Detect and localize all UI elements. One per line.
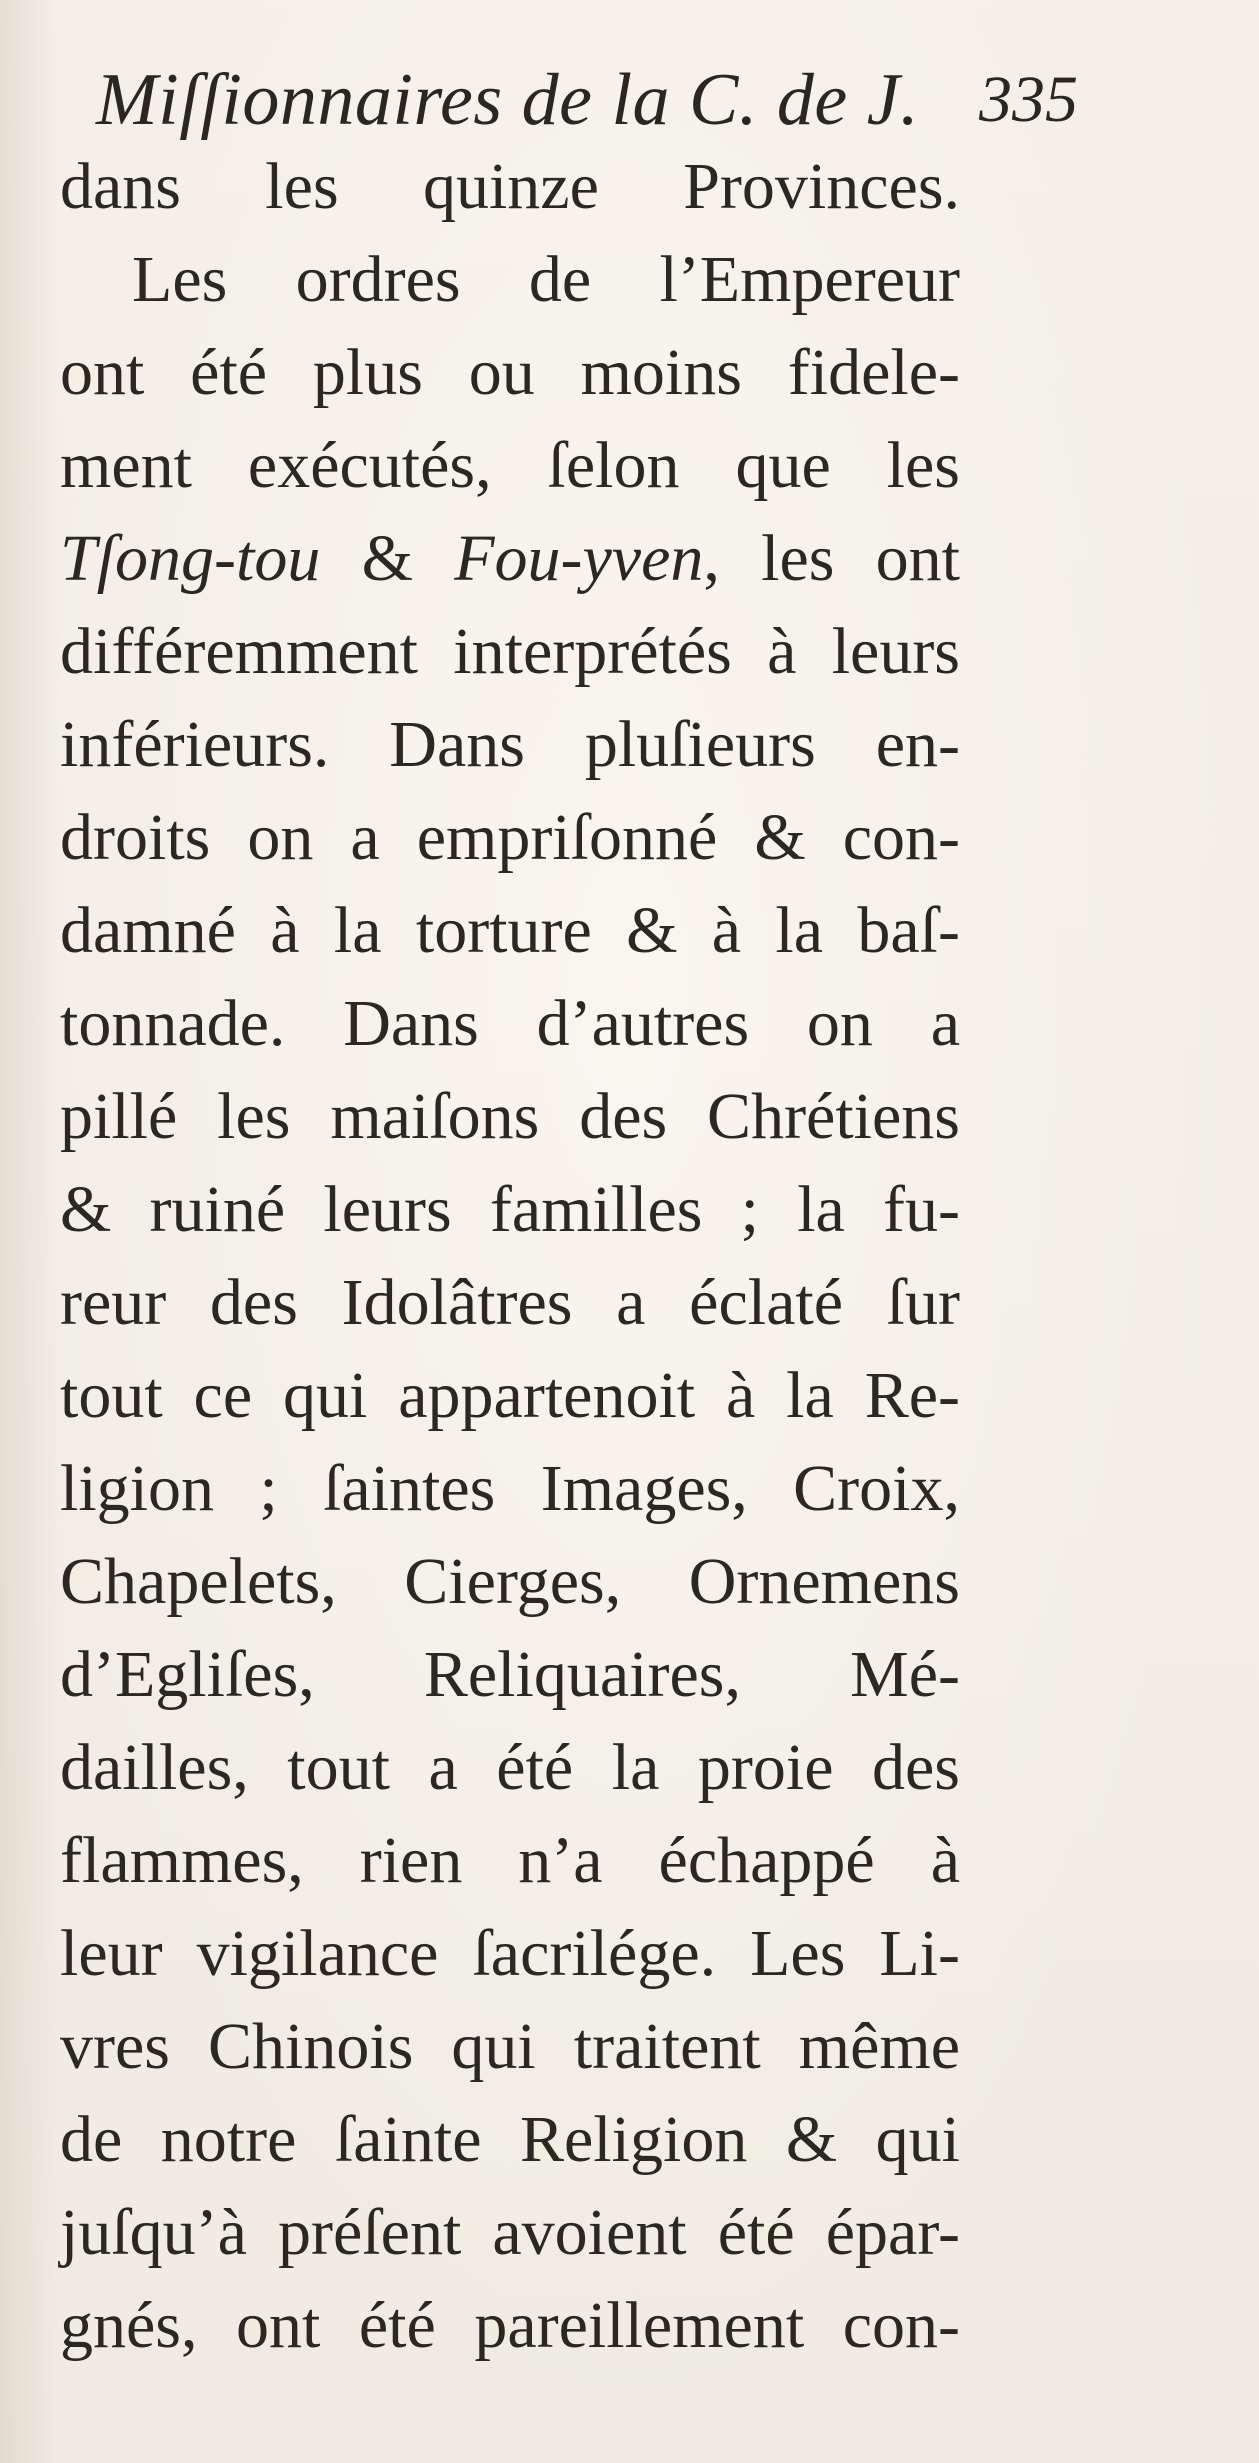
running-header xyxy=(96,58,1176,150)
text-line xyxy=(60,512,960,605)
text-line: dans les quinze Provinces. xyxy=(60,150,960,223)
line-rest: , les ont xyxy=(703,522,961,595)
text-line: Chapelets, Cierges, Ornemens xyxy=(60,1545,960,1618)
text-line: dailles, tout a été la proie des xyxy=(60,1731,960,1804)
gutter-shadow xyxy=(0,0,60,2463)
text-line: tout ce qui appartenoit à la Re- xyxy=(60,1359,960,1432)
text-line: & ruiné leurs familles ; la fu- xyxy=(60,1173,960,1246)
text-line: de notre ſainte Religion & qui xyxy=(60,2103,960,2176)
running-title: Miſſionnaires de la C. de J. xyxy=(96,59,920,141)
term-fou-yven: Fou-yven xyxy=(454,522,704,595)
text-line: juſqu’à préſent avoient été épar- xyxy=(60,2196,960,2269)
text-line: Les ordres de l’Empereur xyxy=(132,243,960,316)
text-line: ment exécutés, ſelon que les xyxy=(60,429,960,502)
text-line: damné à la torture & à la baſ- xyxy=(60,894,960,967)
term-tsong-tou: Tſong-tou xyxy=(60,522,321,595)
text-line: pillé les maiſons des Chrétiens xyxy=(60,1080,960,1153)
text-line: différemment interprétés à leurs xyxy=(60,615,960,688)
conjunction: & xyxy=(361,522,413,595)
text-line: gnés, ont été pareillement con- xyxy=(60,2289,960,2362)
text-line: vres Chinois qui traitent même xyxy=(60,2010,960,2083)
text-line: leur vigilance ſacrilége. Les Li- xyxy=(60,1917,960,1990)
text-line: inférieurs. Dans pluſieurs en- xyxy=(60,708,960,781)
text-line: ligion ; ſaintes Images, Croix, xyxy=(60,1452,960,1525)
text-line: flammes, rien n’a échappé à xyxy=(60,1824,960,1897)
page-number: 335 xyxy=(979,63,1078,136)
body-text xyxy=(60,140,960,2372)
text-line: reur des Idolâtres a éclaté ſur xyxy=(60,1266,960,1339)
text-line: ont été plus ou moins fidele- xyxy=(60,336,960,409)
text-line: d’Egliſes, Reliquaires, Mé- xyxy=(60,1638,960,1711)
text-line: tonnade. Dans d’autres on a xyxy=(60,987,960,1060)
text-line: droits on a empriſonné & con- xyxy=(60,801,960,874)
